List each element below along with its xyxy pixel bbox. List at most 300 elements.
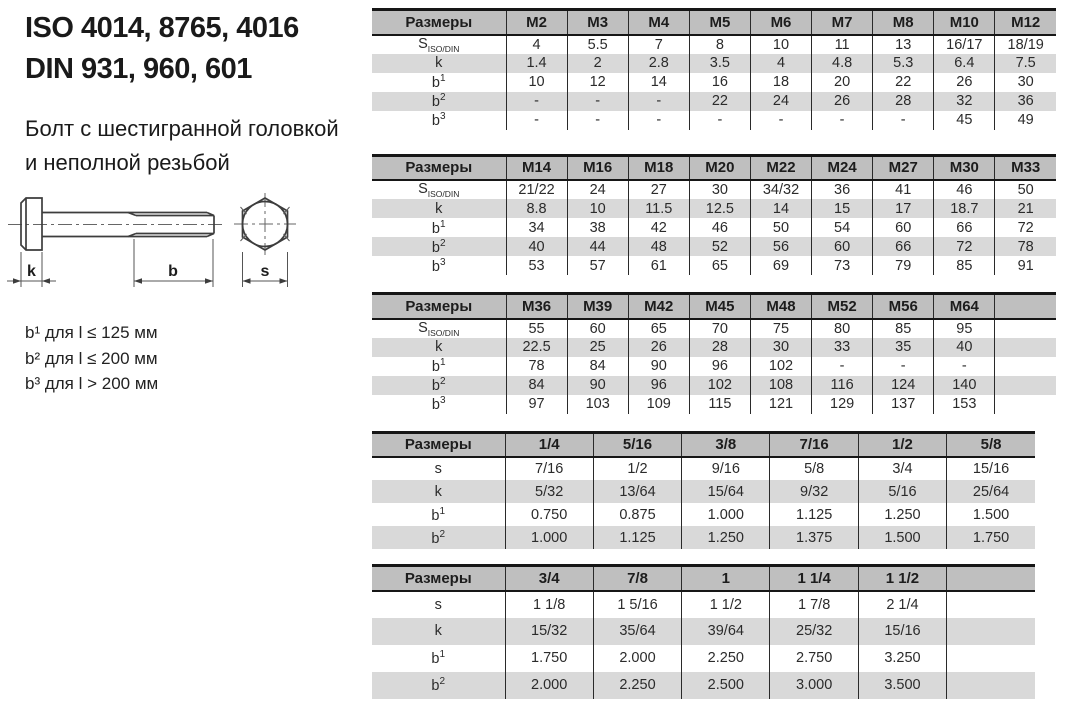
value-cell: 35 <box>873 338 934 357</box>
standards-title <box>25 8 299 89</box>
value-cell: 44 <box>567 237 628 256</box>
value-cell: 15/32 <box>505 618 593 645</box>
value-cell: 36 <box>812 180 873 199</box>
value-cell: 32 <box>934 92 995 111</box>
value-cell: 2.250 <box>593 672 681 699</box>
value-cell: - <box>750 111 811 130</box>
value-cell: 0.750 <box>505 503 593 526</box>
description-line-2: и неполной резьбой <box>25 150 230 176</box>
value-cell: - <box>506 111 567 130</box>
value-cell: 7 <box>628 35 689 54</box>
row-label: k <box>372 54 506 73</box>
row-label: k <box>372 199 506 218</box>
value-cell: 30 <box>689 180 750 199</box>
value-cell: 9/32 <box>770 480 858 503</box>
value-cell: - <box>873 357 934 376</box>
table-row <box>372 218 1056 237</box>
value-cell: 41 <box>873 180 934 199</box>
value-cell: 2.750 <box>770 645 858 672</box>
row-label: $b^2$ <box>372 237 506 256</box>
tables-column <box>372 8 1056 699</box>
size-column-header: M6 <box>750 10 811 35</box>
value-cell: 69 <box>750 256 811 275</box>
size-column-header: 1/4 <box>505 432 593 457</box>
value-cell: 1 1/8 <box>505 591 593 618</box>
size-column-header: 1 <box>682 566 770 591</box>
value-cell: 8 <box>689 35 750 54</box>
size-column-header: M20 <box>689 155 750 180</box>
value-cell: 95 <box>934 319 995 338</box>
value-cell: 109 <box>628 395 689 414</box>
value-cell: - <box>873 111 934 130</box>
b-dim-label: b <box>168 263 178 280</box>
value-cell: 75 <box>750 319 811 338</box>
size-column-header: M48 <box>750 294 811 319</box>
empty-cell <box>995 395 1056 414</box>
size-column-header: M22 <box>750 155 811 180</box>
din-standards-line: DIN 931, 960, 601 <box>25 52 252 85</box>
value-cell: 12 <box>567 73 628 92</box>
value-cell: 22 <box>873 73 934 92</box>
value-cell: 2.500 <box>682 672 770 699</box>
value-cell: 96 <box>689 357 750 376</box>
value-cell: 3.000 <box>770 672 858 699</box>
table-row <box>372 73 1056 92</box>
value-cell: 85 <box>934 256 995 275</box>
row-label: $S_{ISO/DIN}$ <box>418 35 460 54</box>
value-cell: 78 <box>506 357 567 376</box>
table-row <box>372 199 1056 218</box>
iso-standards-line: ISO 4014, 8765, 4016 <box>25 12 299 44</box>
value-cell: 33 <box>812 338 873 357</box>
row-label: $b^3$ <box>431 256 446 275</box>
size-column-header: M10 <box>934 10 995 35</box>
value-cell: 103 <box>567 395 628 414</box>
row-label: $b^1$ <box>431 649 446 667</box>
value-cell: 60 <box>567 319 628 338</box>
value-cell: 78 <box>995 237 1056 256</box>
value-cell: 97 <box>506 395 567 414</box>
value-cell: 3.5 <box>689 54 750 73</box>
value-cell: 1.250 <box>858 503 946 526</box>
size-column-header: M45 <box>689 294 750 319</box>
note-b2: b² для l ≤ 200 мм <box>25 348 158 368</box>
row-label: s <box>434 461 442 477</box>
row-label: $b^2$ <box>372 92 506 111</box>
value-cell: 60 <box>873 218 934 237</box>
table-header-label: Размеры <box>372 10 506 35</box>
value-cell: 15 <box>812 199 873 218</box>
size-column-header: 1/2 <box>858 432 946 457</box>
value-cell: 16/17 <box>934 35 995 54</box>
value-cell: 2.250 <box>682 645 770 672</box>
value-cell: 18/19 <box>995 35 1056 54</box>
value-cell: 49 <box>995 111 1056 130</box>
value-cell: - <box>812 111 873 130</box>
value-cell: 15/16 <box>858 618 946 645</box>
size-column-header: M64 <box>934 294 995 319</box>
value-cell: 46 <box>934 180 995 199</box>
table-row <box>372 237 1056 256</box>
value-cell: 79 <box>873 256 934 275</box>
dimension-table-4 <box>372 431 1035 550</box>
value-cell: 40 <box>934 338 995 357</box>
table-row <box>372 111 1056 130</box>
value-cell: 61 <box>628 256 689 275</box>
value-cell: 84 <box>567 357 628 376</box>
value-cell: 26 <box>812 92 873 111</box>
value-cell: 13 <box>873 35 934 54</box>
dimension-table-1 <box>372 8 1056 130</box>
value-cell: 140 <box>934 376 995 395</box>
row-label: $b^2$ <box>372 376 506 395</box>
value-cell: 1.000 <box>682 503 770 526</box>
row-label: $b^2$ <box>372 672 505 699</box>
value-cell: 1.125 <box>770 503 858 526</box>
row-label: $S_{ISO/DIN}$ <box>418 319 460 338</box>
table-header-label: Размеры <box>372 566 505 591</box>
value-cell: 1 1/2 <box>682 591 770 618</box>
value-cell: 11 <box>812 35 873 54</box>
value-cell: 91 <box>995 256 1056 275</box>
table-row <box>372 503 1035 526</box>
row-label: $b^1$ <box>431 505 446 524</box>
value-cell: 20 <box>812 73 873 92</box>
value-cell: 1.4 <box>506 54 567 73</box>
value-cell: 42 <box>628 218 689 237</box>
size-column-header: M42 <box>628 294 689 319</box>
value-cell: 12.5 <box>689 199 750 218</box>
table-row <box>372 35 1056 54</box>
value-cell: 18 <box>750 73 811 92</box>
value-cell: 1 5/16 <box>593 591 681 618</box>
table-row <box>372 645 1035 672</box>
value-cell: 65 <box>628 319 689 338</box>
value-cell: 36 <box>995 92 1056 111</box>
value-cell: 84 <box>506 376 567 395</box>
size-column-header: M56 <box>873 294 934 319</box>
value-cell: 137 <box>873 395 934 414</box>
value-cell: 21 <box>995 199 1056 218</box>
value-cell: - <box>567 111 628 130</box>
value-cell: 3.250 <box>858 645 946 672</box>
value-cell: 26 <box>934 73 995 92</box>
value-cell: - <box>812 357 873 376</box>
size-column-header: M7 <box>812 10 873 35</box>
value-cell: 35/64 <box>593 618 681 645</box>
value-cell: 25/32 <box>770 618 858 645</box>
value-cell: 66 <box>934 218 995 237</box>
table-row <box>372 319 1056 338</box>
empty-header-cell <box>995 294 1056 319</box>
table-row <box>372 357 1056 376</box>
product-description <box>25 112 339 180</box>
value-cell: 96 <box>628 376 689 395</box>
value-cell: 10 <box>506 73 567 92</box>
s-arrow-icon <box>280 278 288 284</box>
table-header-label: Размеры <box>372 432 505 457</box>
bolt-drawing-svg <box>2 183 312 305</box>
empty-cell <box>947 618 1035 645</box>
value-cell: 38 <box>567 218 628 237</box>
value-cell: - <box>628 92 689 111</box>
value-cell: 5/16 <box>858 480 946 503</box>
hex-corner-tick-icon <box>284 234 290 241</box>
value-cell: 1 7/8 <box>770 591 858 618</box>
empty-cell <box>995 338 1056 357</box>
table-row <box>372 457 1035 480</box>
hex-corner-tick-icon <box>241 207 247 214</box>
value-cell: 53 <box>506 256 567 275</box>
value-cell: 40 <box>506 237 567 256</box>
value-cell: 39/64 <box>682 618 770 645</box>
value-cell: 9/16 <box>682 457 770 480</box>
table-row <box>372 672 1035 699</box>
table-row <box>372 338 1056 357</box>
value-cell: 30 <box>995 73 1056 92</box>
value-cell: 5/8 <box>770 457 858 480</box>
empty-cell <box>995 357 1056 376</box>
value-cell: 90 <box>628 357 689 376</box>
dimension-table-3 <box>372 292 1056 414</box>
size-column-header: M36 <box>506 294 567 319</box>
table-row <box>372 376 1056 395</box>
value-cell: 65 <box>689 256 750 275</box>
size-column-header: M39 <box>567 294 628 319</box>
size-column-header: M14 <box>506 155 567 180</box>
empty-header-cell <box>947 566 1035 591</box>
value-cell: 45 <box>934 111 995 130</box>
value-cell: 1.000 <box>505 526 593 549</box>
table-row <box>372 591 1035 618</box>
value-cell: 52 <box>689 237 750 256</box>
value-cell: 116 <box>812 376 873 395</box>
value-cell: 121 <box>750 395 811 414</box>
table-row <box>372 256 1056 275</box>
value-cell: 55 <box>506 319 567 338</box>
value-cell: 34 <box>506 218 567 237</box>
value-cell: 15/16 <box>947 457 1035 480</box>
value-cell: 72 <box>934 237 995 256</box>
s-dim-label: s <box>260 263 270 280</box>
value-cell: 8.8 <box>506 199 567 218</box>
value-cell: 14 <box>750 199 811 218</box>
dimension-table-2 <box>372 154 1056 276</box>
value-cell: 4.8 <box>812 54 873 73</box>
size-column-header: 3/8 <box>682 432 770 457</box>
value-cell: 5/32 <box>505 480 593 503</box>
value-cell: 90 <box>567 376 628 395</box>
value-cell: 2.000 <box>505 672 593 699</box>
value-cell: 102 <box>750 357 811 376</box>
bolt-technical-drawing <box>2 183 312 310</box>
value-cell: 57 <box>567 256 628 275</box>
row-label: $b^1$ <box>431 218 446 237</box>
value-cell: 48 <box>628 237 689 256</box>
size-column-header: 7/16 <box>770 432 858 457</box>
size-column-header: 7/8 <box>593 566 681 591</box>
value-cell: 10 <box>750 35 811 54</box>
value-cell: - <box>934 357 995 376</box>
value-cell: 66 <box>873 237 934 256</box>
value-cell: 24 <box>567 180 628 199</box>
value-cell: 17 <box>873 199 934 218</box>
row-label: k <box>372 480 505 503</box>
value-cell: 60 <box>812 237 873 256</box>
table-row <box>372 92 1056 111</box>
value-cell: 5.5 <box>567 35 628 54</box>
row-label: $b^1$ <box>431 73 446 91</box>
value-cell: 50 <box>750 218 811 237</box>
size-column-header: M12 <box>995 10 1056 35</box>
value-cell: 25/64 <box>947 480 1035 503</box>
value-cell: - <box>567 92 628 111</box>
value-cell: 1.750 <box>947 526 1035 549</box>
value-cell: 70 <box>689 319 750 338</box>
value-cell: 30 <box>750 338 811 357</box>
value-cell: 153 <box>934 395 995 414</box>
k-arrow-icon <box>42 278 50 284</box>
value-cell: 27 <box>628 180 689 199</box>
value-cell: 4 <box>750 54 811 73</box>
table-row <box>372 395 1056 414</box>
value-cell: 24 <box>750 92 811 111</box>
dimension-table-5 <box>372 564 1035 699</box>
value-cell: 80 <box>812 319 873 338</box>
value-cell: 16 <box>689 73 750 92</box>
k-dim-label: k <box>27 263 36 280</box>
value-cell: 6.4 <box>934 54 995 73</box>
value-cell: 124 <box>873 376 934 395</box>
size-column-header: M2 <box>506 10 567 35</box>
size-column-header: M52 <box>812 294 873 319</box>
value-cell: 102 <box>689 376 750 395</box>
note-b1: b¹ для l ≤ 125 мм <box>25 323 158 342</box>
value-cell: - <box>628 111 689 130</box>
value-cell: 54 <box>812 218 873 237</box>
value-cell: 3/4 <box>858 457 946 480</box>
value-cell: 1.750 <box>505 645 593 672</box>
k-arrow-icon <box>13 278 21 284</box>
size-column-header: 5/16 <box>593 432 681 457</box>
size-column-header: M16 <box>567 155 628 180</box>
size-column-header: M3 <box>567 10 628 35</box>
value-cell: 1.500 <box>947 503 1035 526</box>
row-label: $b^1$ <box>431 357 446 375</box>
size-column-header: M8 <box>873 10 934 35</box>
value-cell: 22 <box>689 92 750 111</box>
table-header-label: Размеры <box>372 294 506 319</box>
hex-corner-tick-icon <box>284 207 290 214</box>
empty-cell <box>947 645 1035 672</box>
row-label: $b^2$ <box>372 526 505 549</box>
value-cell: 2.8 <box>628 54 689 73</box>
value-cell: 129 <box>812 395 873 414</box>
row-label: s <box>434 596 442 613</box>
size-column-header: M30 <box>934 155 995 180</box>
value-cell: 28 <box>689 338 750 357</box>
value-cell: 13/64 <box>593 480 681 503</box>
table-header-label: Размеры <box>372 155 506 180</box>
b-arrow-icon <box>205 278 213 284</box>
table-row <box>372 54 1056 73</box>
description-line-1: Болт с шестигранной головкой <box>25 116 339 141</box>
size-column-header: 5/8 <box>947 432 1035 457</box>
empty-cell <box>995 376 1056 395</box>
row-label: $b^3$ <box>431 111 446 129</box>
value-cell: 1.375 <box>770 526 858 549</box>
s-arrow-icon <box>243 278 251 284</box>
value-cell: 10 <box>567 199 628 218</box>
row-label: $b^3$ <box>431 395 446 413</box>
value-cell: - <box>689 111 750 130</box>
value-cell: 14 <box>628 73 689 92</box>
value-cell: 56 <box>750 237 811 256</box>
value-cell: 2 1/4 <box>858 591 946 618</box>
value-cell: 21/22 <box>506 180 567 199</box>
value-cell: 11.5 <box>628 199 689 218</box>
value-cell: 26 <box>628 338 689 357</box>
row-label: $S_{ISO/DIN}$ <box>418 181 460 199</box>
table-row <box>372 480 1035 503</box>
value-cell: 7/16 <box>505 457 593 480</box>
b-arrow-icon <box>134 278 142 284</box>
size-column-header: M18 <box>628 155 689 180</box>
value-cell: 3.500 <box>858 672 946 699</box>
value-cell: 85 <box>873 319 934 338</box>
size-column-header: 1 1/4 <box>770 566 858 591</box>
size-column-header: 1 1/2 <box>858 566 946 591</box>
hex-corner-tick-icon <box>241 234 247 241</box>
table-row <box>372 526 1035 549</box>
row-label: k <box>372 338 506 357</box>
value-cell: 108 <box>750 376 811 395</box>
empty-cell <box>947 672 1035 699</box>
empty-cell <box>947 591 1035 618</box>
size-column-header: M5 <box>689 10 750 35</box>
value-cell: 22.5 <box>506 338 567 357</box>
value-cell: 7.5 <box>995 54 1056 73</box>
note-b3: b³ для l > 200 мм <box>25 374 159 393</box>
value-cell: 2.000 <box>593 645 681 672</box>
value-cell: 2 <box>567 54 628 73</box>
row-label: k <box>372 618 505 645</box>
empty-cell <box>995 319 1056 338</box>
value-cell: 28 <box>873 92 934 111</box>
size-column-header: M4 <box>628 10 689 35</box>
value-cell: 1.500 <box>858 526 946 549</box>
value-cell: 72 <box>995 218 1056 237</box>
value-cell: - <box>506 92 567 111</box>
value-cell: 115 <box>689 395 750 414</box>
value-cell: 1.250 <box>682 526 770 549</box>
thread-length-notes <box>25 320 158 397</box>
value-cell: 5.3 <box>873 54 934 73</box>
value-cell: 25 <box>567 338 628 357</box>
table-row <box>372 180 1056 199</box>
size-column-header: M24 <box>812 155 873 180</box>
size-column-header: M27 <box>873 155 934 180</box>
value-cell: 46 <box>689 218 750 237</box>
value-cell: 18.7 <box>934 199 995 218</box>
value-cell: 0.875 <box>593 503 681 526</box>
value-cell: 34/32 <box>750 180 811 199</box>
size-column-header: M33 <box>995 155 1056 180</box>
value-cell: 50 <box>995 180 1056 199</box>
table-row <box>372 618 1035 645</box>
value-cell: 1.125 <box>593 526 681 549</box>
value-cell: 73 <box>812 256 873 275</box>
